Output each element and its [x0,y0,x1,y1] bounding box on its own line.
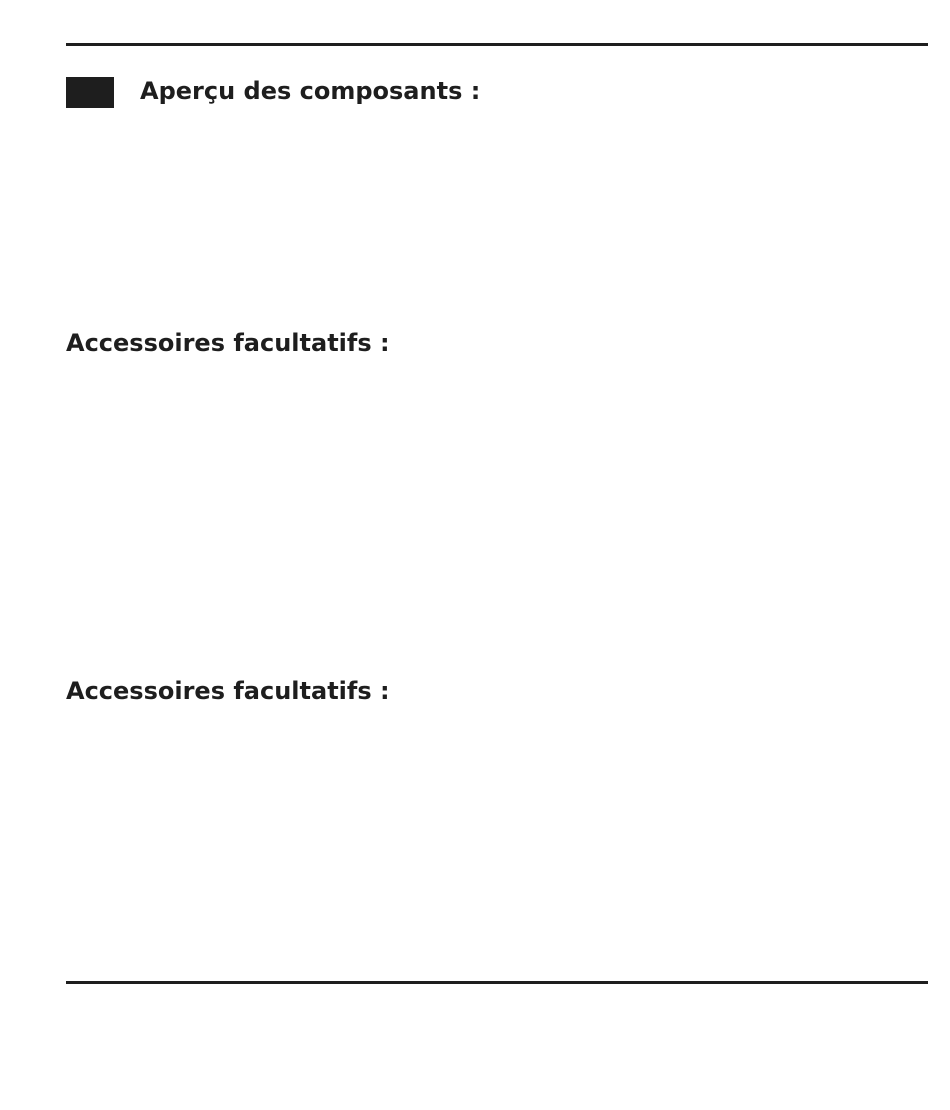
section-marker-block [66,77,114,108]
top-divider [66,43,928,46]
components-overview-heading: Aperçu des composants : [140,77,481,105]
optional-accessories-heading-1: Accessoires facultatifs : [66,329,390,357]
bottom-divider [66,981,928,984]
optional-accessories-heading-2: Accessoires facultatifs : [66,677,390,705]
